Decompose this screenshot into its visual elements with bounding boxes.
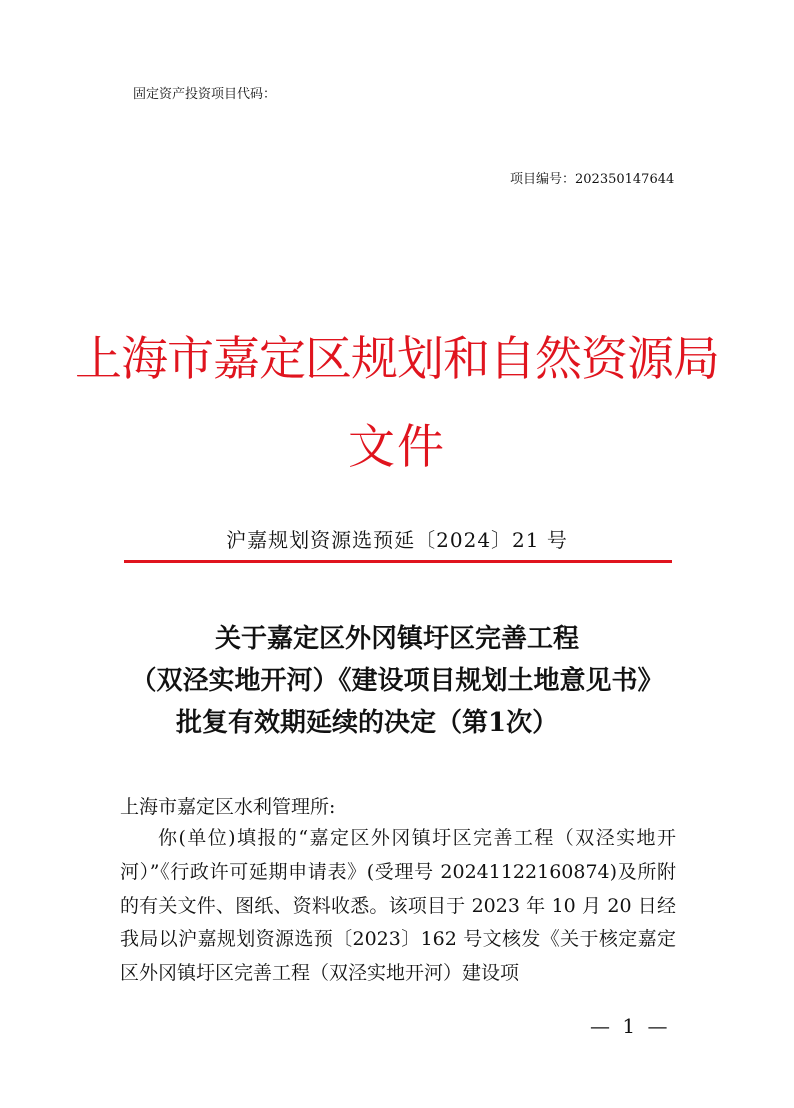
project-number: 项目编号：202350147644: [510, 172, 675, 187]
document-type: 文件: [348, 420, 446, 475]
title-line-3: 批复有效期延续的决定（第1次）: [176, 708, 559, 738]
agency-name: 上海市嘉定区规划和自然资源局: [75, 332, 719, 387]
page-number: — 1 —: [590, 1014, 671, 1038]
title-line-2: （双泾实地开河）《建设项目规划土地意见书》: [130, 666, 664, 696]
title-line-1: 关于嘉定区外冈镇圩区完善工程: [214, 624, 579, 654]
fixed-asset-code-label: 固定资产投资项目代码：: [133, 87, 277, 102]
red-divider: [124, 560, 672, 563]
addressee: 上海市嘉定区水利管理所:: [120, 796, 336, 818]
body-paragraph: 你(单位)填报的“嘉定区外冈镇圩区完善工程（双泾实地开河）”《行政许可延期申请表》(受理号 20241122160874)及所附的有关文件、图纸、资料收悉。该项目于 2023 年 10 月 20 日经我局以沪嘉规划资源选预〔2023〕162 号文核发《关于核定嘉定区外冈镇圩区完善工程（双泾实地开河）建设项: [120, 827, 676, 985]
document-number: 沪嘉规划资源选预延〔2024〕21 号: [226, 528, 568, 552]
